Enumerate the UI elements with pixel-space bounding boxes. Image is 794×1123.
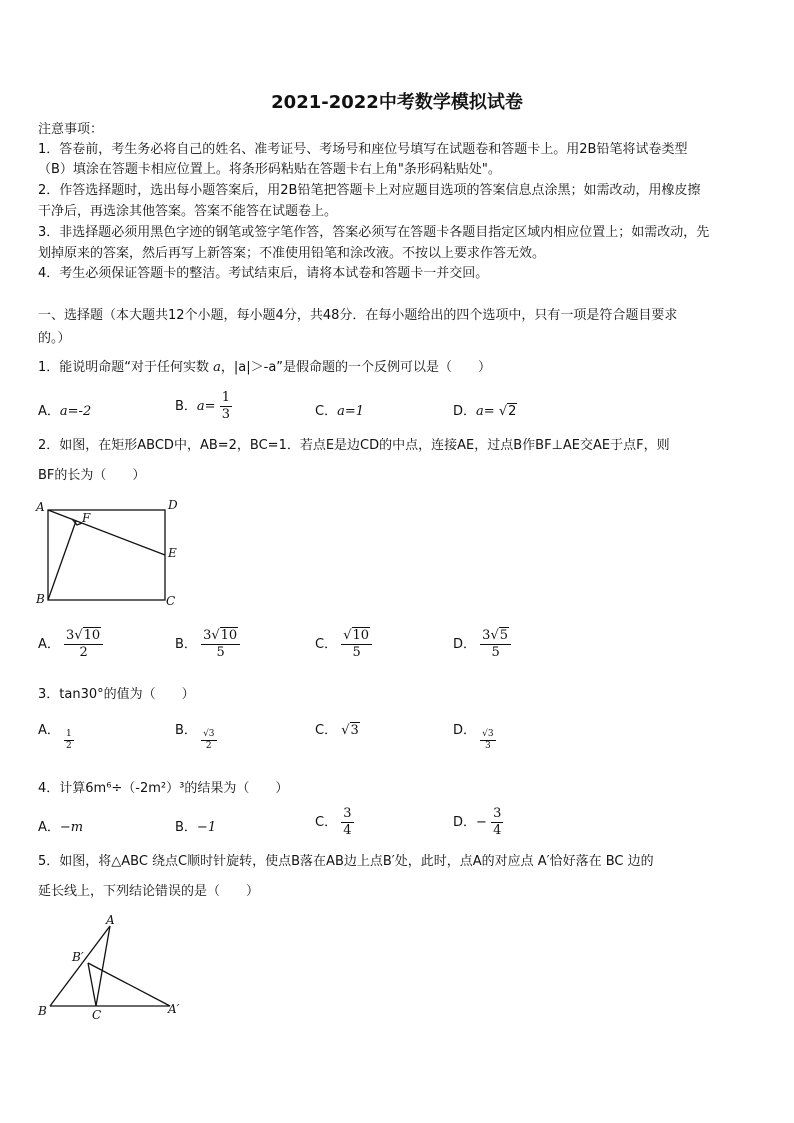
label-b: B [38,1004,47,1018]
label-a: A [106,913,115,927]
q1-option-a[interactable]: A．a=-2 [38,404,92,419]
notice-line: 3．非选择题必须用黑色字迹的钢笔或签字笔作答，答案必须写在答题卡各题目指定区域内相应位置上；如需改动，先 [38,225,710,240]
label-a: A [36,500,45,514]
q1-option-b[interactable]: B．a= $\frac{1}{3}$ [175,390,230,422]
question-5-stem: 5．如图，将△ABC 绕点C顺时针旋转，使点B落在AB边上点B′处，此时，点A的对应点 A′恰好落在 BC 边的 [38,854,654,869]
segment-bf [48,521,76,600]
notice-line: 1．答卷前，考生务必将自己的姓名、准考证号、考场号和座位号填写在试题卷和答题卡上。用2B铅笔将试卷类型 [38,142,688,157]
segment-b1c [88,963,96,1006]
triangle-figure [30,912,195,1024]
q4-option-d[interactable]: D．− $\frac{3}{4}$ [453,806,502,838]
q3-option-d[interactable]: D． $\frac{√3}{3}$ [453,723,494,751]
notice-heading: 注意事项： [38,122,104,137]
q4-option-a[interactable]: A．−m [38,820,84,835]
segment-ac [96,926,110,1006]
segment-ba [50,926,110,1006]
notice-line: 划掉原来的答案，然后再写上新答案；不准使用铅笔和涂改液。不按以上要求作答无效。 [38,246,546,261]
question-1-stem: 1．能说明命题“对于任何实数 a，|a|＞-a”是假命题的一个反例可以是（ ） [38,360,492,375]
label-b: B [36,592,45,606]
q3-option-b[interactable]: B． $\frac{√3}{2}$ [175,723,215,751]
notice-line: 4．考生必须保证答题卡的整洁。考试结束后，请将本试卷和答题卡一并交回。 [38,266,489,281]
q2-option-c[interactable]: C． $\frac{√10}{5}$ [315,628,372,661]
label-c: C [166,594,176,608]
q4-option-b[interactable]: B．−1 [175,820,217,835]
section-heading-cont: 的。） [38,331,71,346]
segment-ae [48,510,165,555]
label-d: D [168,498,178,512]
label-e: E [168,546,177,560]
section-heading: 一、选择题（本大题共12个小题，每小题4分，共48分．在每小题给出的四个选项中，只有一项是符合题目要求 [38,308,678,323]
rectangle-figure [30,496,190,611]
label-f: F [82,511,91,525]
label-c: C [92,1008,102,1022]
q1-option-d[interactable]: D．a= √2 [453,404,517,419]
question-5-stem-cont: 延长线上，下列结论错误的是（ ） [38,884,260,899]
q2-option-b[interactable]: B． $\frac{3√10}{5}$ [175,628,240,661]
q3-option-c[interactable]: C． √3 [315,723,359,738]
question-3-stem: 3．tan30°的值为（ ） [38,687,195,702]
question-2-stem-cont: BF的长为（ ） [38,468,146,483]
q2-option-a[interactable]: A． $\frac{3√10}{2}$ [38,628,103,661]
q3-option-a[interactable]: A． $\frac{1}{2}$ [38,723,72,751]
label-b-prime: B′ [72,950,84,964]
notice-line: 干净后，再选涂其他答案。答案不能答在试题卷上。 [38,204,338,219]
rectangle-abcd [48,510,165,600]
q4-option-c[interactable]: C． $\frac{3}{4}$ [315,806,352,838]
q1-option-c[interactable]: C．a=1 [315,404,364,419]
question-2-stem: 2．如图，在矩形ABCD中，AB=2，BC=1．若点E是边CD的中点，连接AE，过点B作BF⊥AE交AE于点F，则 [38,438,670,453]
notice-line: 2．作答选择题时，选出每小题答案后，用2B铅笔把答题卡上对应题目选项的答案信息点涂黑；如需改动，用橡皮擦 [38,183,701,198]
notice-line: （B）填涂在答题卡相应位置上。将条形码粘贴在答题卡右上角"条形码粘贴处"。 [38,162,501,177]
label-a-prime: A′ [168,1002,180,1016]
page-title: 2021-2022中考数学模拟试卷 [271,92,523,113]
q2-option-d[interactable]: D． $\frac{3√5}{5}$ [453,628,511,661]
question-4-stem: 4．计算6m⁶÷（-2m²）³的结果为（ ） [38,781,289,796]
